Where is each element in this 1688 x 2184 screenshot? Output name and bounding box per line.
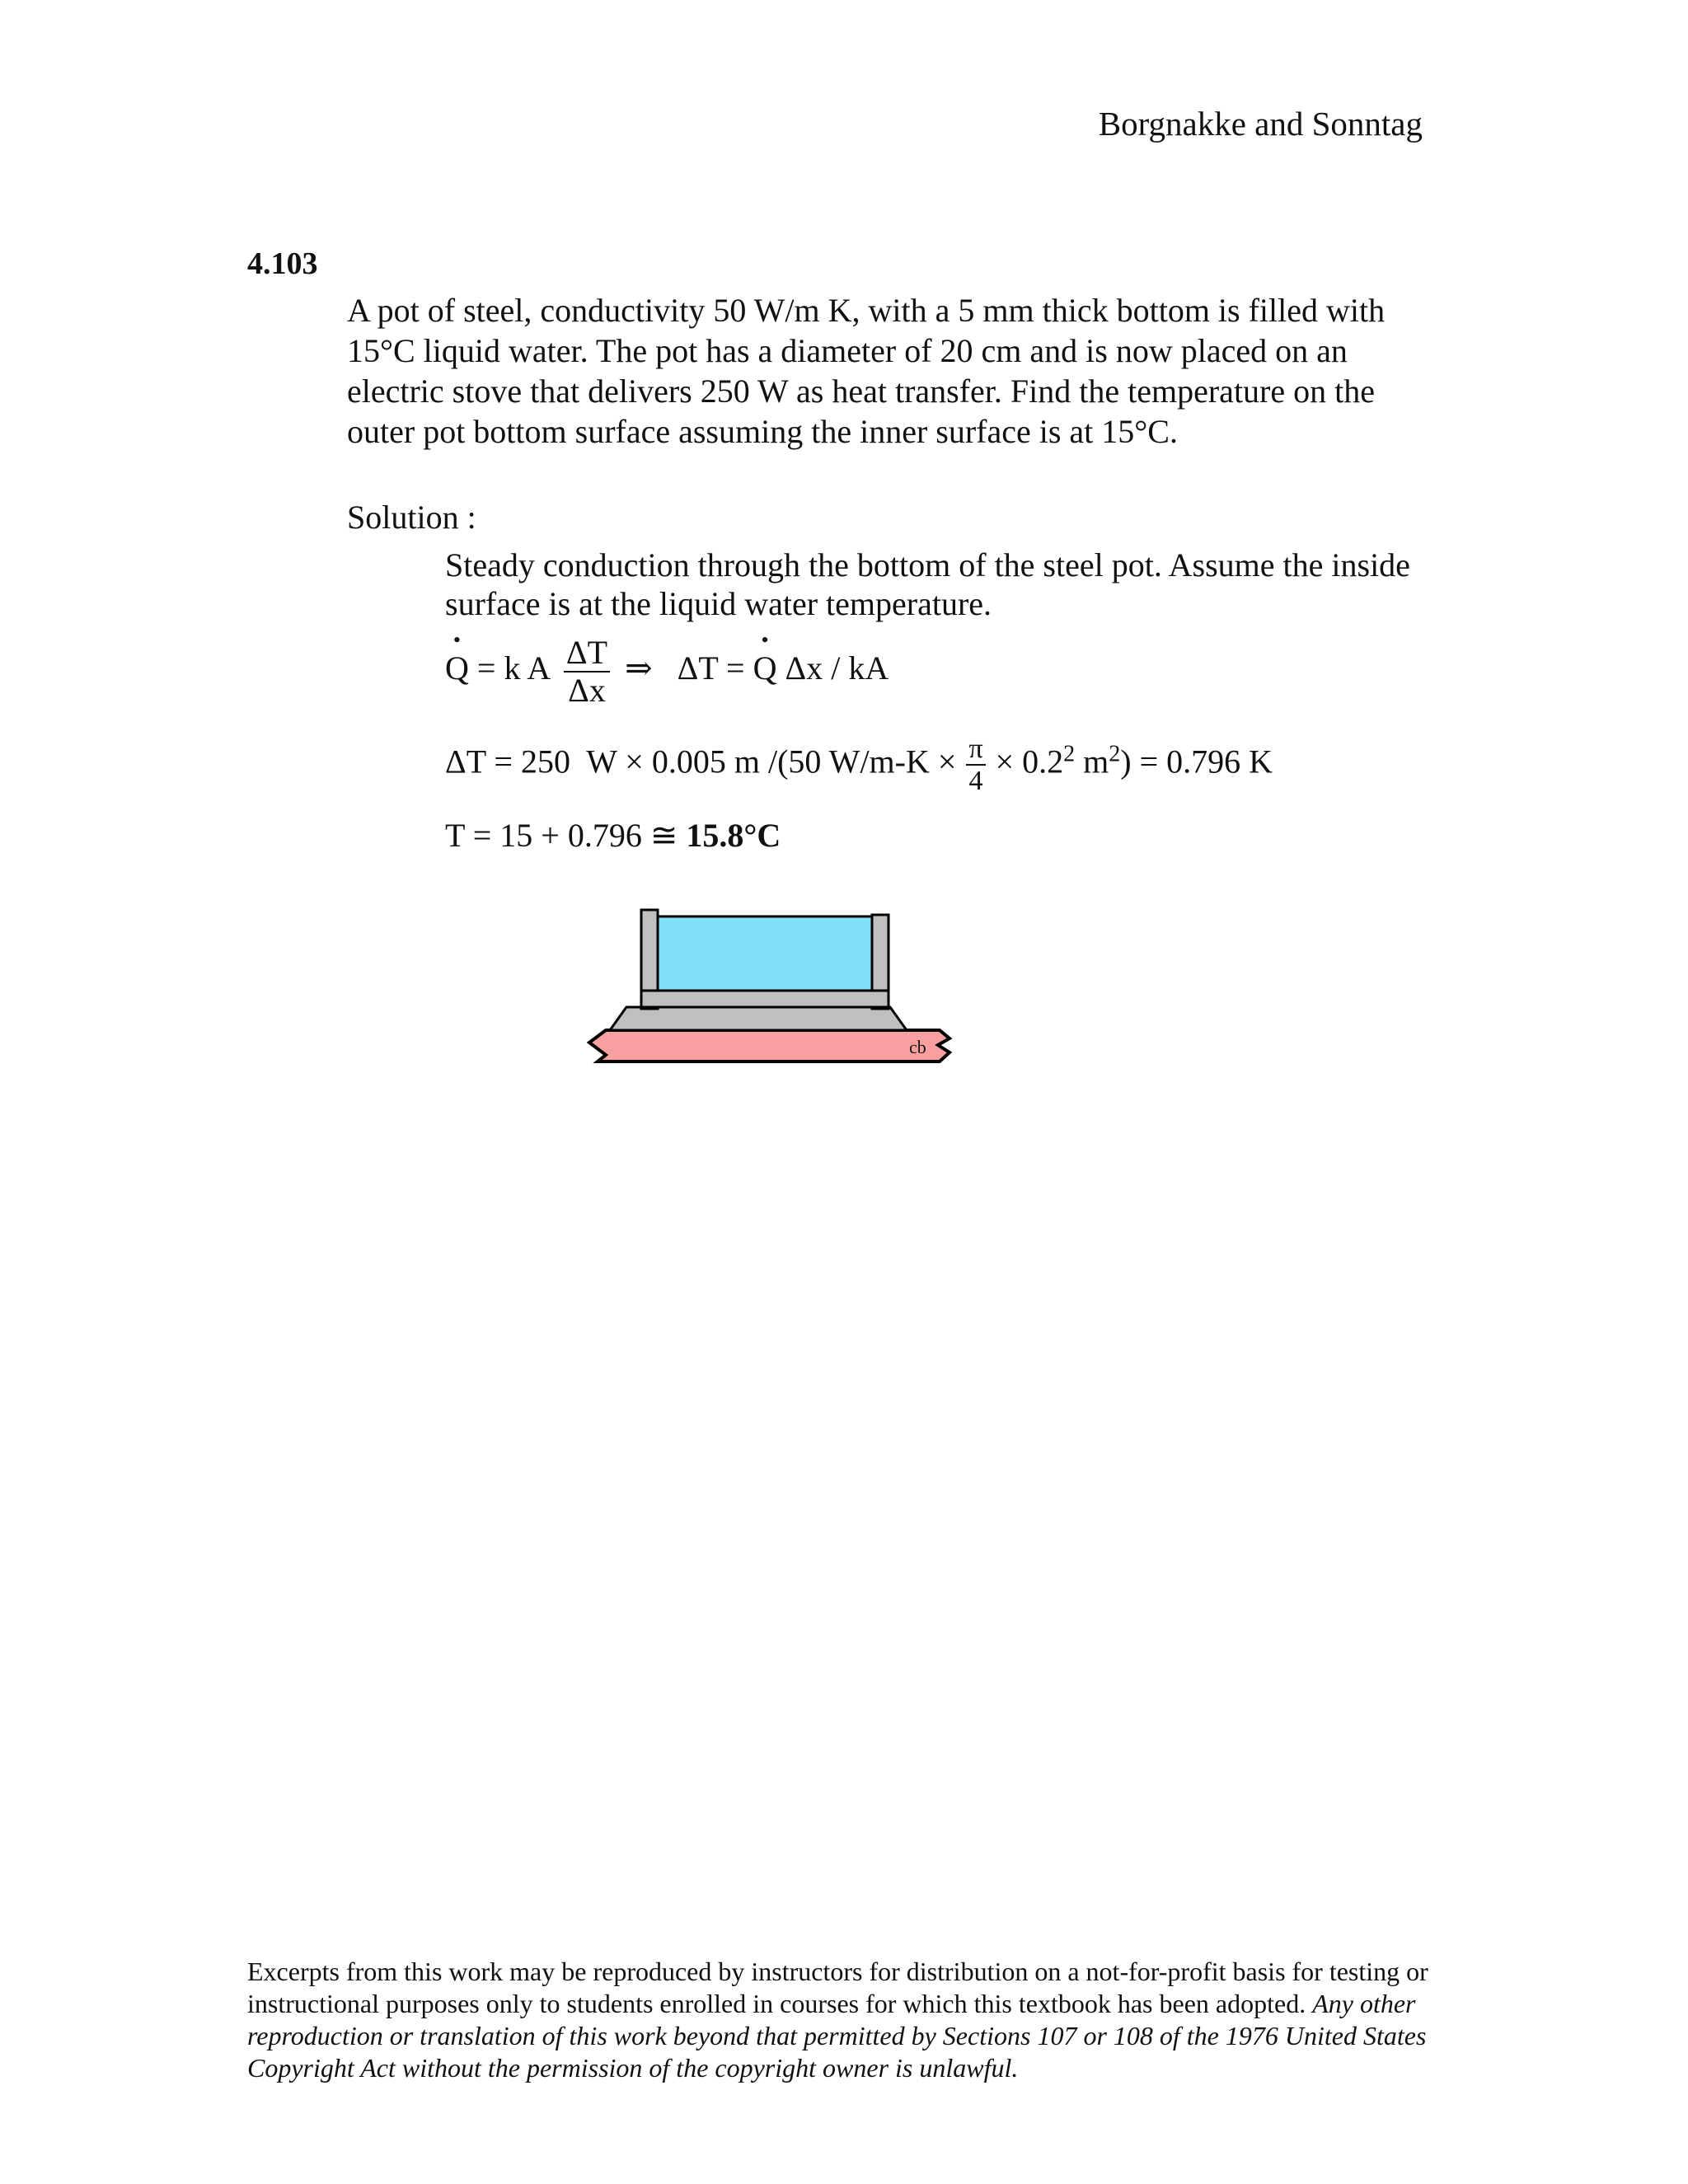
figure-label-cb: cb: [909, 1037, 926, 1057]
pot-on-stove-figure: [577, 898, 956, 1063]
four-denominator: 4: [968, 766, 983, 797]
eq2-part3: m: [1075, 743, 1109, 780]
solution-label: Solution :: [347, 499, 476, 536]
final-result: 15.8°C: [686, 817, 781, 854]
q-dot-symbol-2: • Q: [753, 649, 777, 687]
eq1-rhs: Δx / kA: [776, 649, 889, 687]
fraction-denominator: Δx: [568, 672, 606, 709]
delta-t-calculation: [445, 733, 1273, 797]
eq1-lhs: = k A: [468, 649, 557, 687]
problem-statement: A pot of steel, conductivity 50 W/m K, with a 5 mm thick bottom is filled with 15°C liquid water. The pot has a diameter of 20 cm and is now placed on an electric stove that delivers 250 W as heat transfer. Find the temperature on the outer pot bottom surface assuming the inner surface is at 15°C.: [347, 292, 1386, 450]
implies-arrow: ⇒ ΔT =: [617, 649, 753, 687]
pot-base: [610, 1007, 907, 1030]
conduction-equation: [445, 635, 889, 709]
eq2-part1: ΔT = 250 W × 0.005 m /(50 W/m-K ×: [445, 743, 965, 780]
pi-over-four-fraction: [966, 733, 985, 797]
eq2-part2: × 0.2: [987, 743, 1064, 780]
fraction-numerator: ΔT: [564, 635, 610, 673]
exponent-2: 2: [1063, 741, 1076, 767]
footer-plain-text: Excerpts from this work may be reproduced by instructors for distribution on a not-for-profit basis for testing or instructional purposes only to students enrolled in courses for which this textbook has been adopted.: [247, 1957, 1428, 2018]
footer-italic-text: Any other reproduction or translation of this work beyond that permitted by Sections 107 or 108 of the 1976 United States Copyright Act without the permission of the copyright owner is unlawful.: [247, 1989, 1427, 2083]
problem-number: 4.103: [247, 246, 318, 281]
eq3-text: T = 15 + 0.796 ≅: [445, 817, 687, 854]
copyright-footer: [247, 1956, 1442, 2084]
page-header-authors: Borgnakke and Sonntag: [1098, 105, 1423, 143]
stove-plate: [589, 1030, 950, 1062]
pot-bottom: [641, 991, 889, 1007]
water-fill: [658, 916, 872, 991]
delta-t-over-delta-x-fraction: [564, 635, 610, 709]
pi-symbol: π: [966, 733, 985, 766]
q-dot-symbol: • Q: [445, 649, 469, 687]
solution-intro: Steady conduction through the bottom of the steel pot. Assume the inside surface is at the liquid water temperature.: [445, 546, 1410, 622]
final-temperature-equation: [445, 816, 781, 855]
exponent-m2: 2: [1109, 741, 1121, 767]
eq2-part4: ) = 0.796 K: [1120, 743, 1273, 780]
